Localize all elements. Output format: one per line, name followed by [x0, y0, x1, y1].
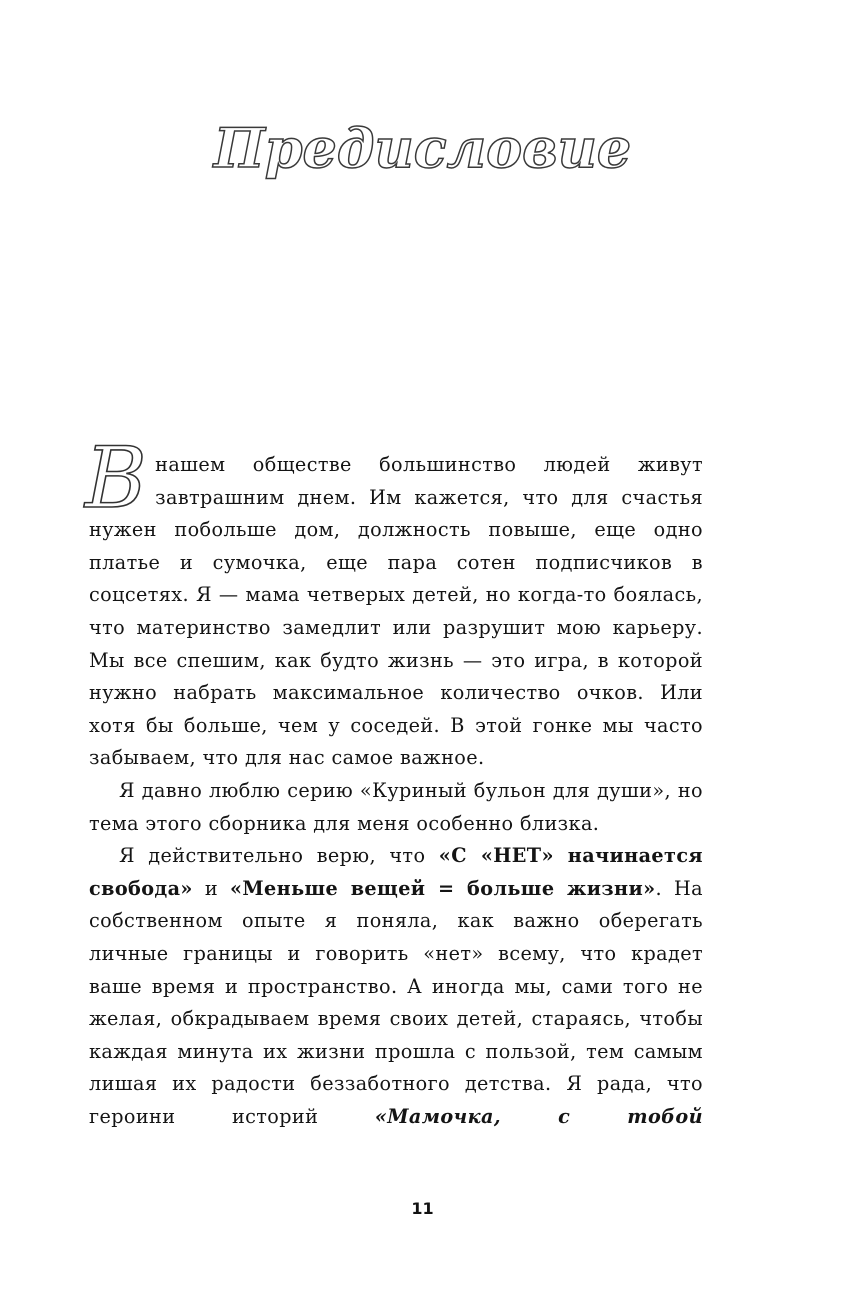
- quote-no-freedom: «С «НЕТ» начинается свобода»: [89, 844, 703, 900]
- quote-less-things: «Меньше вещей = больше жизни»: [230, 876, 656, 900]
- paragraph-3-text-3: . На собственном опыте я поняла, как важно оберегать личные границы и говорить «нет» всему, что крадет ваше время и пространство. А иногда мы, сами того не желая, обкрадываем время своих детей, стараясь, чтобы каждая минута их жизни прошла с пользой, тем самым лишая их радости беззаботного детства. Я рада, что героини историй: [89, 876, 703, 1128]
- page-number: 11: [411, 1199, 434, 1218]
- page-title: Предисловие: [213, 116, 632, 181]
- quote-story-title: «Мамочка, с тобой: [374, 1104, 703, 1128]
- body-text: [85, 429, 703, 1133]
- paragraph-3-text-2: и: [192, 876, 230, 900]
- paragraph-2: Я давно люблю серию «Куриный бульон для души», но тема этого сборника для меня особенно близка.: [89, 778, 703, 835]
- paragraph-1: [85, 429, 703, 775]
- paragraph-3: [89, 840, 703, 1133]
- paragraph-3-text-1: Я действительно верю, что: [119, 844, 439, 868]
- drop-cap: В: [85, 429, 148, 527]
- paragraph-1-text: нашем обществе большинство людей живут завтрашним днем. Им кажется, что для счастья нужен побольше дом, должность повыше, еще одно платье и сумочка, еще пара сотен подписчиков в соцсетях. Я — мама четверых детей, но когда-то боялась, что материнство замедлит или разрушит мою карьеру. Мы все спешим, как будто жизнь — это игра, в которой нужно набрать максимальное количество очков. Или хотя бы больше, чем у соседей. В этой гонке мы часто забываем, что для нас самое важное.: [89, 453, 703, 770]
